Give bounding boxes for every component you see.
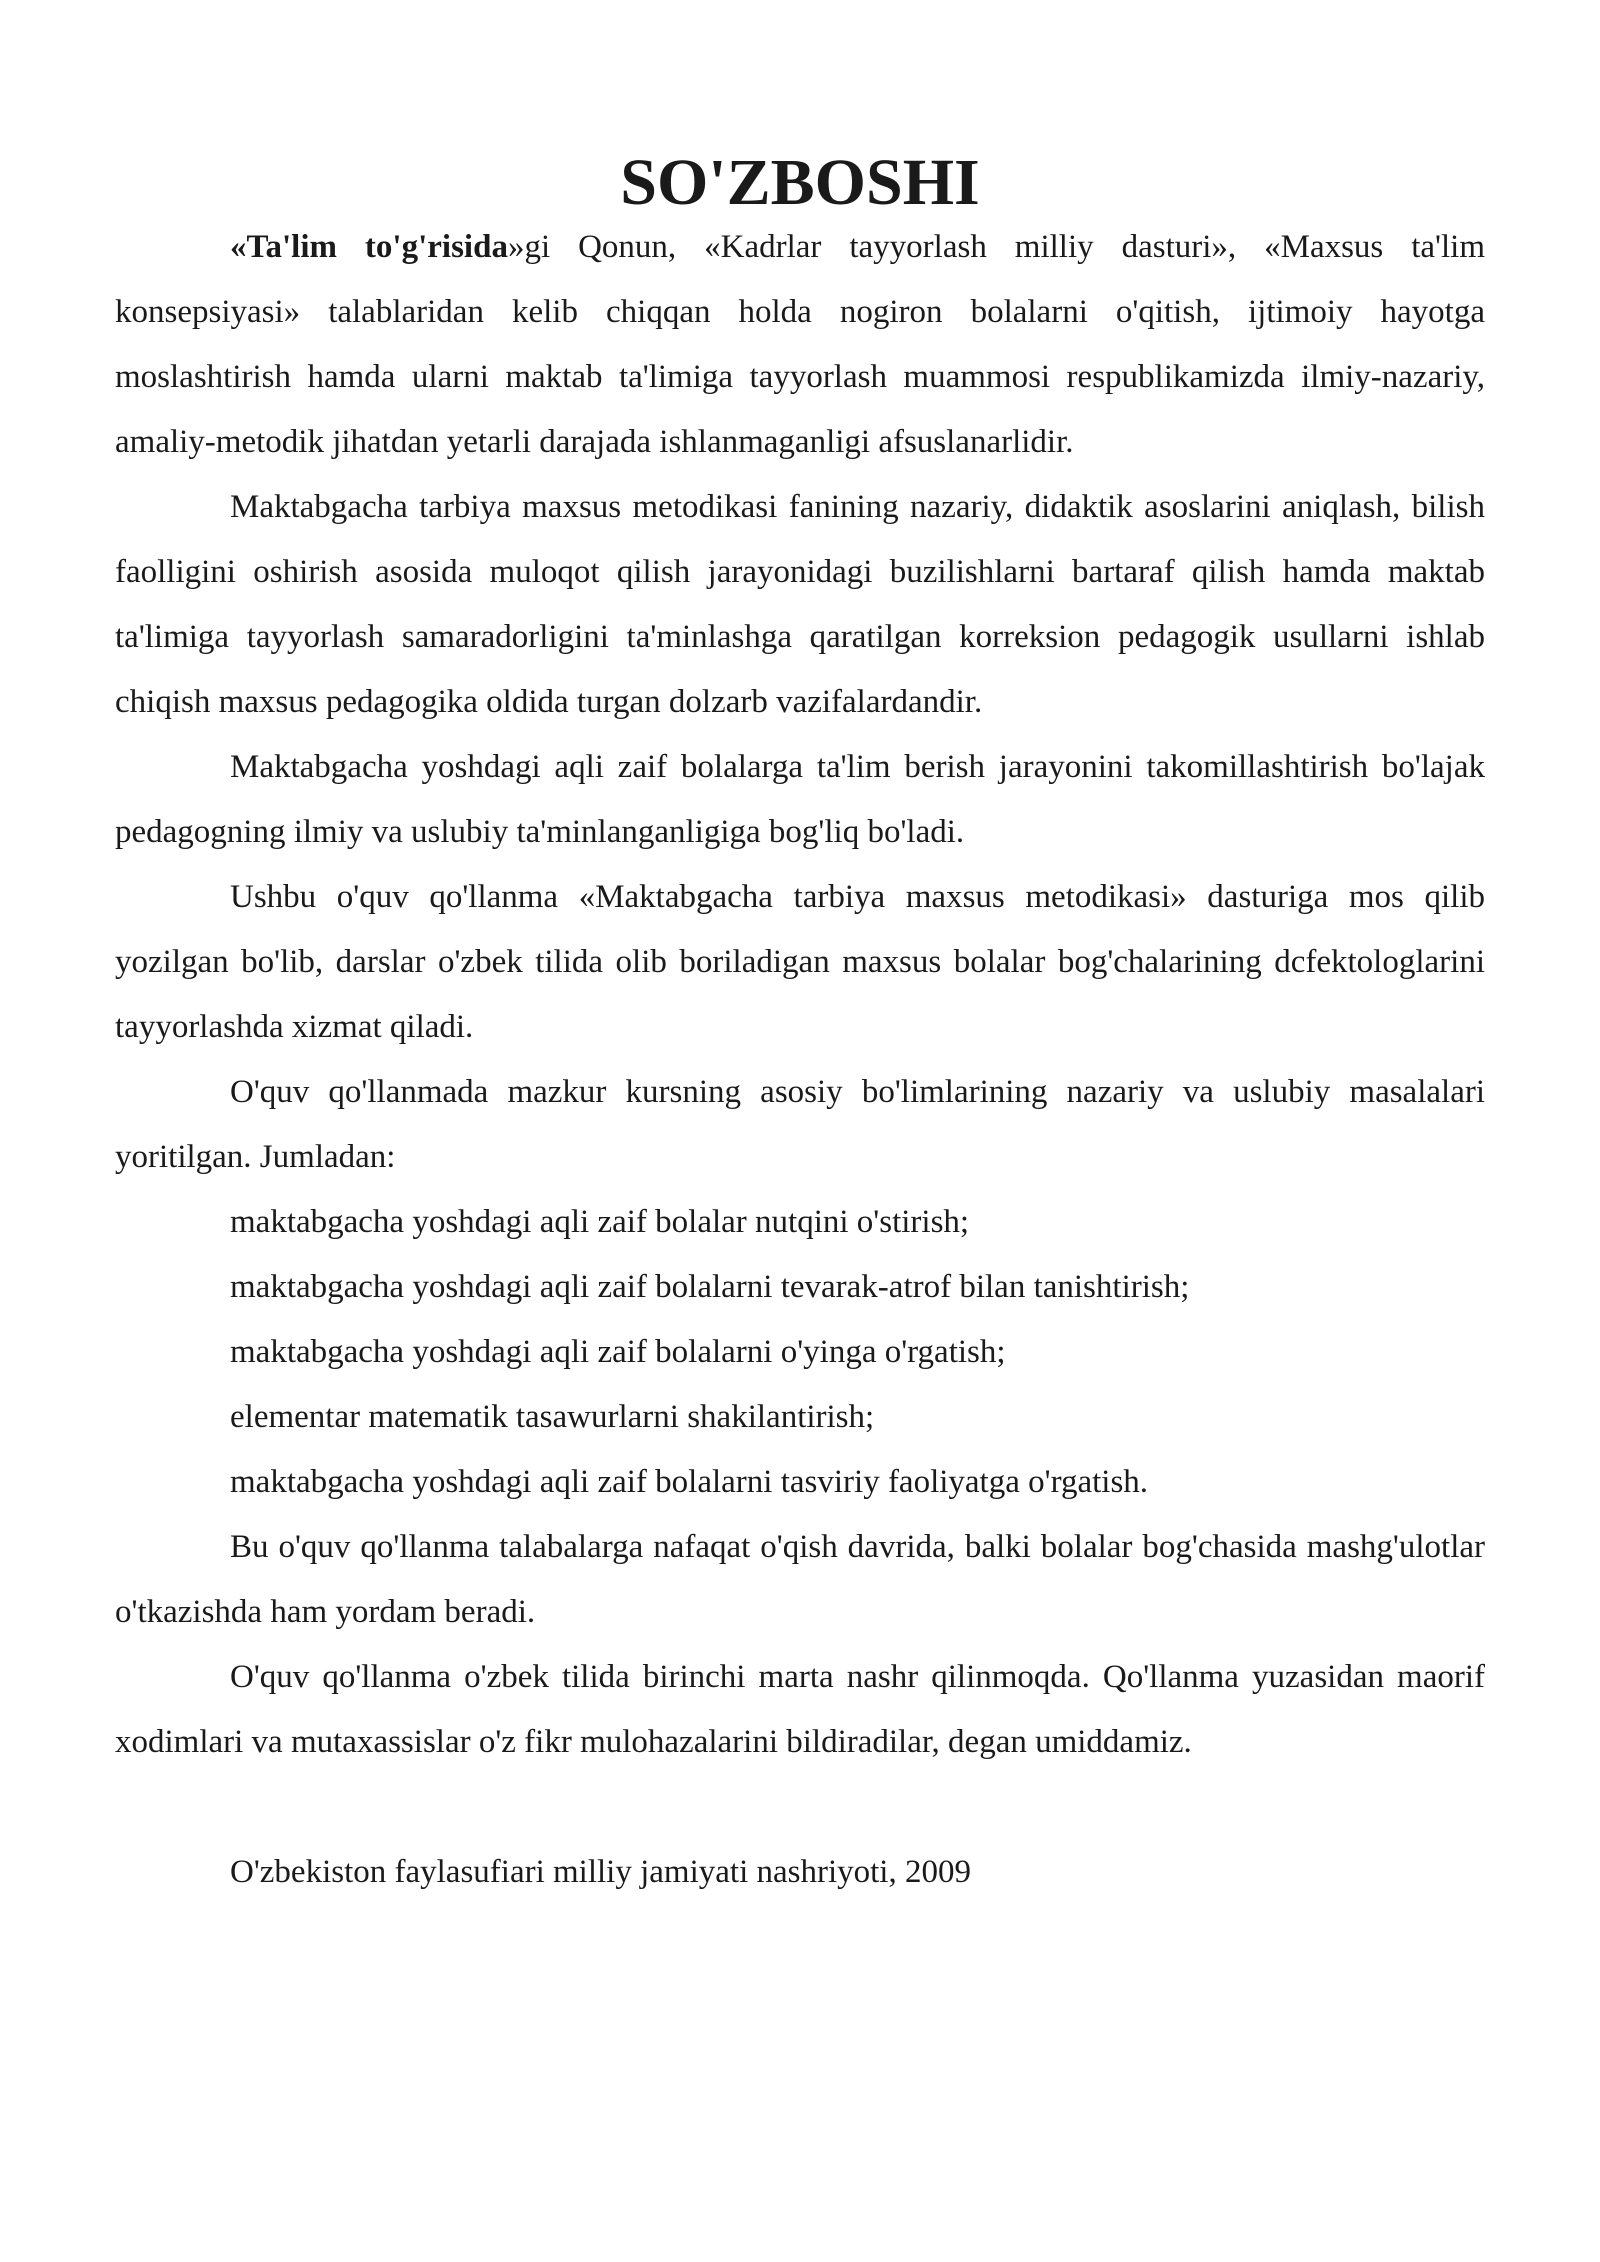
topics-list xyxy=(115,1190,1485,1515)
list-item: elementar matematik tasawurlarni shakilantirish; xyxy=(230,1399,875,1435)
document-page xyxy=(115,146,1485,1905)
list-item: maktabgacha yoshdagi aqli zaif bolalarni tasviriy faoliyatga o'rgatish. xyxy=(230,1464,1149,1500)
spacer xyxy=(115,1775,1485,1840)
publisher-footer: O'zbekiston faylasufiari milliy jamiyati nashriyoti, 2009 xyxy=(230,1854,971,1890)
law-title: «Ta'lim to'g'risida xyxy=(230,229,508,265)
page-title: SO'ZBOSHI xyxy=(620,146,980,219)
paragraph-6: O'quv qo'llanma o'zbek tilida birinchi marta nashr qilinmoqda. Qo'llanma yuzasidan maorif xodimlari va mutaxassislar o'z fikr mulohazalarini bildiradilar, degan umiddamiz. xyxy=(115,1659,1485,1760)
paragraph-1: Maktabgacha tarbiya maxsus metodikasi fanining nazariy, didaktik asoslarini aniqlash, bilish faolligini oshirish asosida muloqot qilish jarayonidagi buzilishlarni bartaraf qilish hamda maktab ta'limiga tayyorlash samaradorligini ta'minlashga qaratilgan korreksion pedagogik usullarni ishlab chiqish maxsus pedagogika oldida turgan dolzarb vazifalardandir. xyxy=(115,489,1485,720)
intro-text: »gi Qonun, «Kadrlar tayyorlash milliy dasturi», «Maxsus ta'lim konsepsiyasi» talablaridan kelib chiqqan holda nogiron bolalarni o'qitish, ijtimoiy hayotga moslashtirish hamda ularni maktab ta'limiga tayyorlash muammosi respublikamizda ilmiy-nazariy, amaliy-metodik jihatdan yetarli darajada ishlanmaganligi afsuslanarlidir. xyxy=(115,229,1485,460)
list-item: maktabgacha yoshdagi aqli zaif bolalar nutqini o'stirish; xyxy=(230,1204,970,1240)
paragraph-2: Maktabgacha yoshdagi aqli zaif bolalarga ta'lim berish jarayonini takomillashtirish bo'lajak pedagogning ilmiy va uslubiy ta'minlanganligiga bog'liq bo'ladi. xyxy=(115,749,1485,850)
paragraph-4: O'quv qo'llanmada mazkur kursning asosiy bo'limlarining nazariy va uslubiy masalalari yoritilgan. Jumladan: xyxy=(115,1074,1485,1175)
intro-paragraph xyxy=(115,215,1485,475)
list-item: maktabgacha yoshdagi aqli zaif bolalarni tevarak-atrof bilan tanishtirish; xyxy=(230,1269,1190,1305)
paragraph-5: Bu o'quv qo'llanma talabalarga nafaqat o'qish davrida, balki bolalar bog'chasida mashg'ulotlar o'tkazishda ham yordam beradi. xyxy=(115,1529,1485,1630)
list-item: maktabgacha yoshdagi aqli zaif bolalarni o'yinga o'rgatish; xyxy=(230,1334,1006,1370)
paragraph-3: Ushbu o'quv qo'llanma «Maktabgacha tarbiya maxsus metodikasi» dasturiga mos qilib yozilgan bo'lib, darslar o'zbek tilida olib boriladigan maxsus bolalar bog'chalarining dcfektologlarini tayyorlashda xizmat qiladi. xyxy=(115,879,1485,1045)
